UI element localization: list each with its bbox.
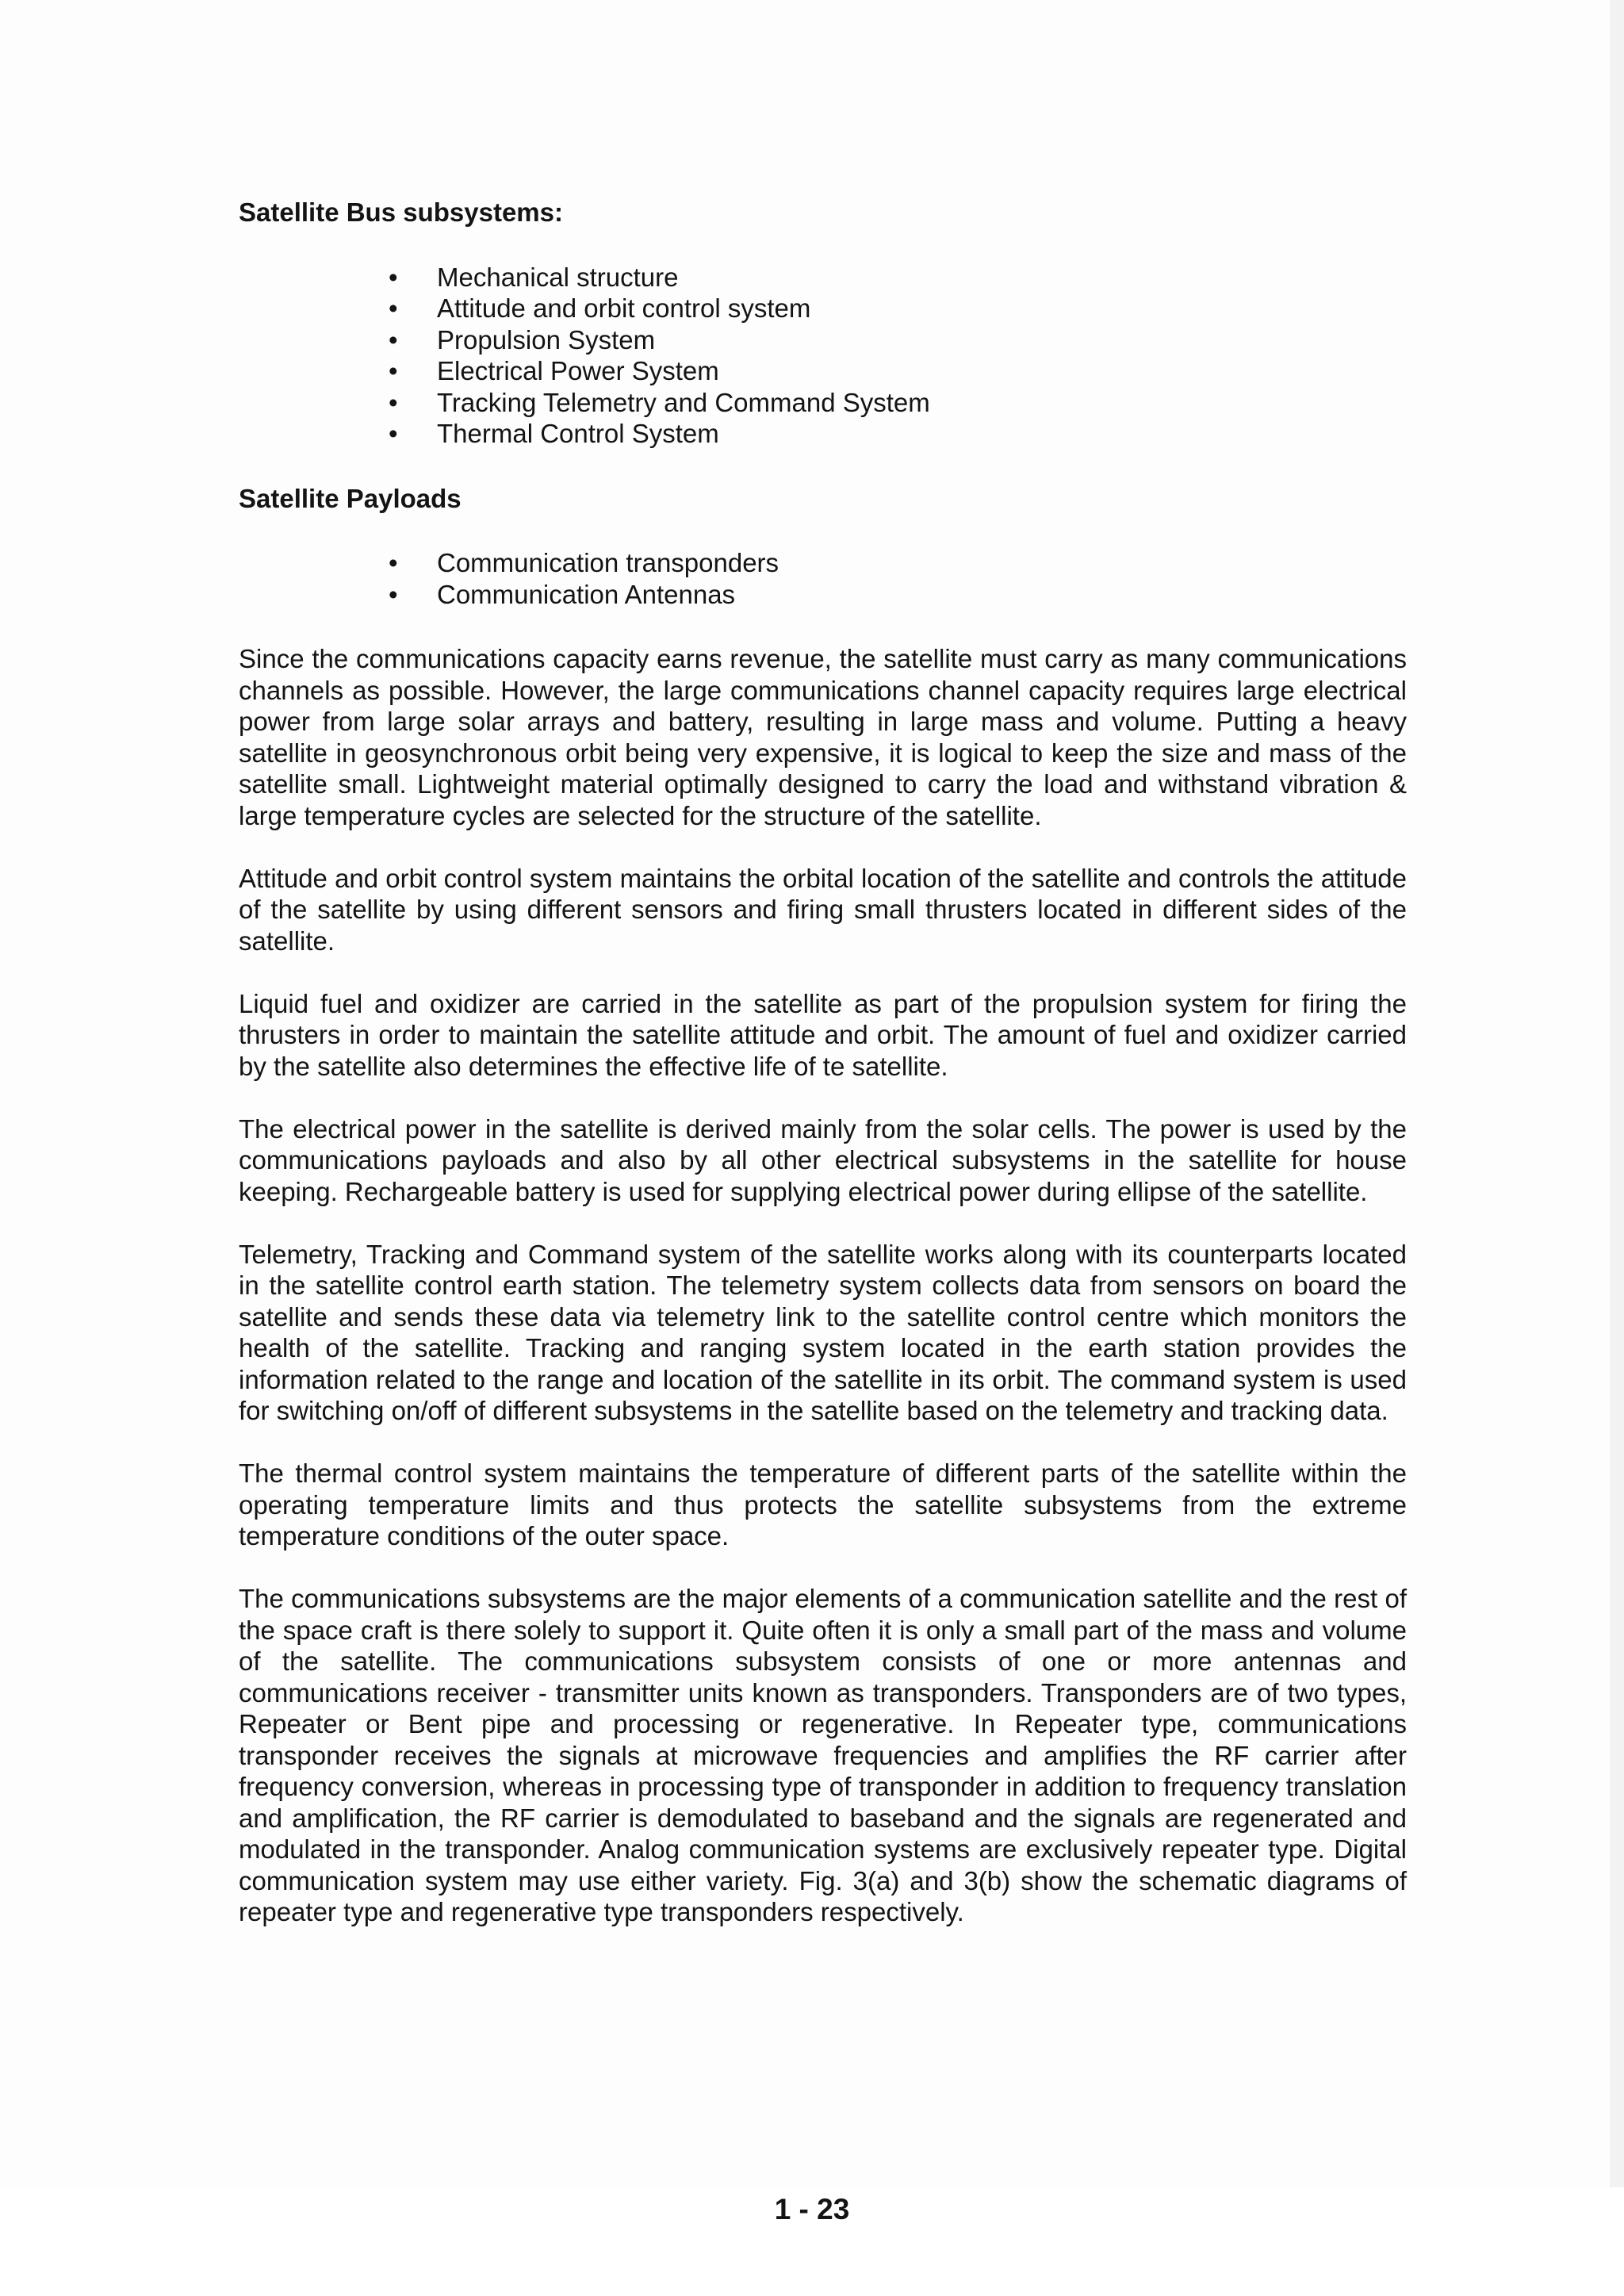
- spacer: [239, 610, 1407, 643]
- spacer: [239, 831, 1407, 863]
- spacer: [239, 956, 1407, 988]
- paragraph-capacity: Since the communications capacity earns revenue, the satellite must carry as many communications channels as possible. However, the large communications channel capacity requires large electrical power from large solar arrays and battery, resulting in large mass and volume. Putting a heavy satellite in geosynchronous orbit being very expensive, it is logical to keep the size and mass of the satellite small. Lightweight material optimally designed to carry the load and withstand vibration & large temperature cycles are selected for the structure of the satellite.: [239, 644, 1407, 830]
- list-item: • Mechanical structure: [437, 262, 1407, 293]
- page-number: 1 - 23: [774, 2193, 850, 2225]
- paragraph-ttc: Telemetry, Tracking and Command system of the satellite works along with its counterparts located in the satellite control earth station. The telemetry system collects data from sensors on board the satellite and sends these data via telemetry link to the satellite control centre which monitors the health of the satellite. Tracking and ranging system located in the earth station provides the information related to the range and location of the satellite in its orbit. The command system is used for switching on/off of different subsystems in the satellite based on the telemetry and tracking data.: [239, 1239, 1407, 1425]
- paragraph-propulsion: Liquid fuel and oxidizer are carried in the satellite as part of the propulsion system for firing the thrusters in order to maintain the satellite attitude and orbit. The amount of fuel and oxidizer carried by the satellite also determines the effective life of te satellite.: [239, 988, 1407, 1081]
- paragraph-communications-subsystems: The communications subsystems are the major elements of a communication satellite and the rest of the space craft is there solely to support it. Quite often it is only a small part of the mass and volume of the satellite. The communications subsystem consists of one or more antennas and communications receiver - transmitter units known as transponders. Transponders are of two types, Repeater or Bent pipe and processing or regenerative. In Repeater type, communications transponder receives the signals at microwave frequencies and amplifies the RF carrier after frequency conversion, whereas in processing type of transponder in addition to frequency translation and amplification, the RF carrier is demodulated to baseband and the signals are regenerated and modulated in the transponder. Analog communication systems are exclusively repeater type. Digital communication system may use either variety. Fig. 3(a) and 3(b) show the schematic diagrams of repeater type and regenerative type transponders respectively.: [239, 1584, 1407, 1926]
- paragraph-attitude-control: Attitude and orbit control system maintains the orbital location of the satellite and controls the attitude of the satellite by using different sensors and firing small thrusters located in different sides of the satellite.: [239, 863, 1407, 956]
- list-item: • Tracking Telemetry and Command System: [437, 387, 1407, 419]
- list-item: • Communication Antennas: [437, 579, 1407, 611]
- page-edge-shadow: [1610, 0, 1624, 2296]
- page-body: [239, 197, 1407, 1928]
- spacer: [239, 1207, 1407, 1239]
- list-item: • Electrical Power System: [437, 355, 1407, 387]
- spacer: [239, 228, 1407, 262]
- spacer: [239, 1082, 1407, 1114]
- spacer: [239, 1552, 1407, 1584]
- list-item: • Attitude and orbit control system: [437, 293, 1407, 324]
- list-item: • Thermal Control System: [437, 418, 1407, 450]
- list-item: • Propulsion System: [437, 324, 1407, 356]
- spacer: [239, 1427, 1407, 1458]
- bus-subsystems-list: [239, 262, 1407, 450]
- paragraph-electrical-power: The electrical power in the satellite is derived mainly from the solar cells. The power is used by the communications payloads and also by all other electrical subsystems in the satellite for house keeping. Rechargeable battery is used for supplying electrical power during ellipse of the satellite.: [239, 1114, 1407, 1206]
- paragraph-thermal-control: The thermal control system maintains the temperature of different parts of the satellite within the operating temperature limits and thus protects the satellite subsystems from the extreme temperature conditions of the outer space.: [239, 1458, 1407, 1550]
- spacer: [239, 514, 1407, 547]
- payloads-list: [239, 547, 1407, 610]
- spacer: [239, 450, 1407, 483]
- bus-subsystems-heading: Satellite Bus subsystems:: [239, 197, 563, 227]
- list-item: • Communication transponders: [437, 547, 1407, 579]
- payloads-heading: Satellite Payloads: [239, 483, 462, 513]
